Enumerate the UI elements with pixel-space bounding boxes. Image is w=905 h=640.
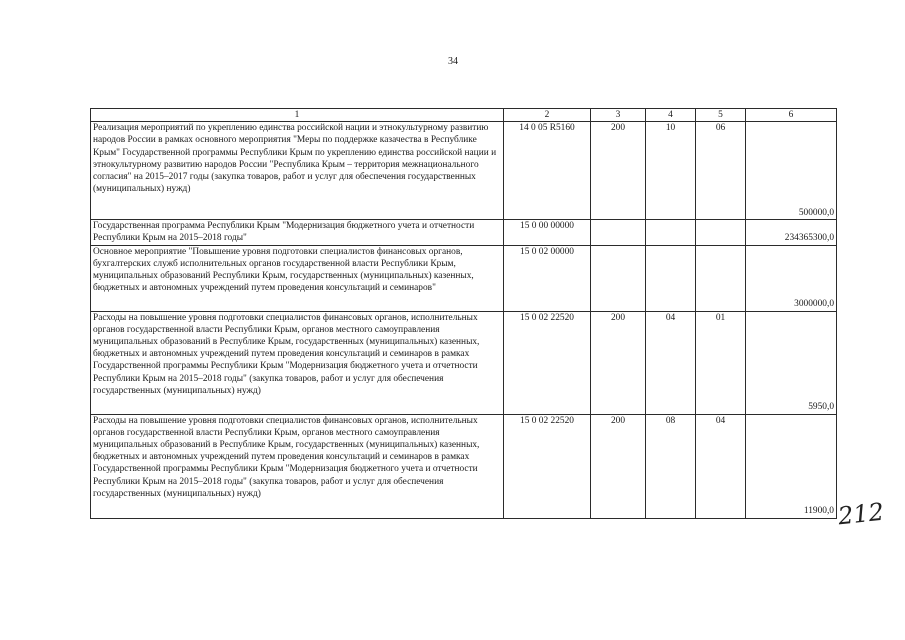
amount: 500000,0 <box>746 122 837 220</box>
target-code: 15 0 02 22520 <box>504 311 591 414</box>
item-name: Государственная программа Республики Крым "Модернизация бюджетного учета и отчетности Республики Крым на 2015–2018 годы" <box>91 220 504 245</box>
table-row <box>91 220 837 245</box>
amount: 3000000,0 <box>746 245 837 311</box>
column-header: 4 <box>646 109 696 122</box>
amount: 5950,0 <box>746 311 837 414</box>
expense-type <box>591 220 646 245</box>
subsection: 01 <box>696 311 746 414</box>
column-header: 5 <box>696 109 746 122</box>
subsection <box>696 245 746 311</box>
table-header-row <box>91 109 837 122</box>
column-header: 1 <box>91 109 504 122</box>
section <box>646 245 696 311</box>
subsection: 04 <box>696 414 746 518</box>
expense-type <box>591 245 646 311</box>
item-name: Реализация мероприятий по укреплению единства российской нации и этнокультурному развитию народов России в рамках основного мероприятия "Меры по поддержке казачества в Республике Крым" Государственной программы Республики Крым по укреплению единства российской нации и этнокультурному развитию народов России "Республика Крым – территория межнационального согласия" на 2015–2017 годы (закупка товаров, работ и услуг для обеспечения государственных (муниципальных) нужд) <box>91 122 504 220</box>
subsection <box>696 220 746 245</box>
page-number: 34 <box>448 56 458 67</box>
target-code: 15 0 02 00000 <box>504 245 591 311</box>
subsection: 06 <box>696 122 746 220</box>
target-code: 15 0 02 22520 <box>504 414 591 518</box>
amount: 11900,0 <box>746 414 837 518</box>
table-row <box>91 245 837 311</box>
budget-table <box>90 108 837 519</box>
target-code: 14 0 05 R5160 <box>504 122 591 220</box>
expense-type: 200 <box>591 122 646 220</box>
item-name: Основное мероприятие "Повышение уровня подготовки специалистов финансовых органов, бухгалтерских служб исполнительных органов государственной власти Республики Крым, муниципальных образований Республики Крым, государственных (муниципальных) казенных, бюджетных и автономных учреждений путем проведения консультаций и семинаров" <box>91 245 504 311</box>
handwritten-page-note: 212 <box>836 497 886 531</box>
table-row <box>91 414 837 518</box>
item-name: Расходы на повышение уровня подготовки специалистов финансовых органов, исполнительных органов государственной власти Республики Крым, органов местного самоуправления муниципальных образований в Республике Крым, государственных (муниципальных) казенных, бюджетных и автономных учреждений путем проведения консультаций и семинаров в рамках Государственной программы Республики Крым "Модернизация бюджетного учета и отчетности Республики Крым на 2015–2018 годы" (закупка товаров, работ и услуг для обеспечения государственных (муниципальных) нужд) <box>91 311 504 414</box>
column-header: 2 <box>504 109 591 122</box>
column-header: 6 <box>746 109 837 122</box>
section: 04 <box>646 311 696 414</box>
section: 08 <box>646 414 696 518</box>
amount: 234365300,0 <box>746 220 837 245</box>
table-row <box>91 311 837 414</box>
target-code: 15 0 00 00000 <box>504 220 591 245</box>
expense-type: 200 <box>591 414 646 518</box>
column-header: 3 <box>591 109 646 122</box>
section: 10 <box>646 122 696 220</box>
item-name: Расходы на повышение уровня подготовки специалистов финансовых органов, исполнительных органов государственной власти Республики Крым, органов местного самоуправления муниципальных образований в Республике Крым, государственных (муниципальных) казенных, бюджетных и автономных учреждений путем проведения консультаций и семинаров в рамках Государственной программы Республики Крым "Модернизация бюджетного учета и отчетности Республики Крым на 2015–2018 годы" (закупка товаров, работ и услуг для обеспечения государственных (муниципальных) нужд) <box>91 414 504 518</box>
expense-type: 200 <box>591 311 646 414</box>
table-row <box>91 122 837 220</box>
section <box>646 220 696 245</box>
